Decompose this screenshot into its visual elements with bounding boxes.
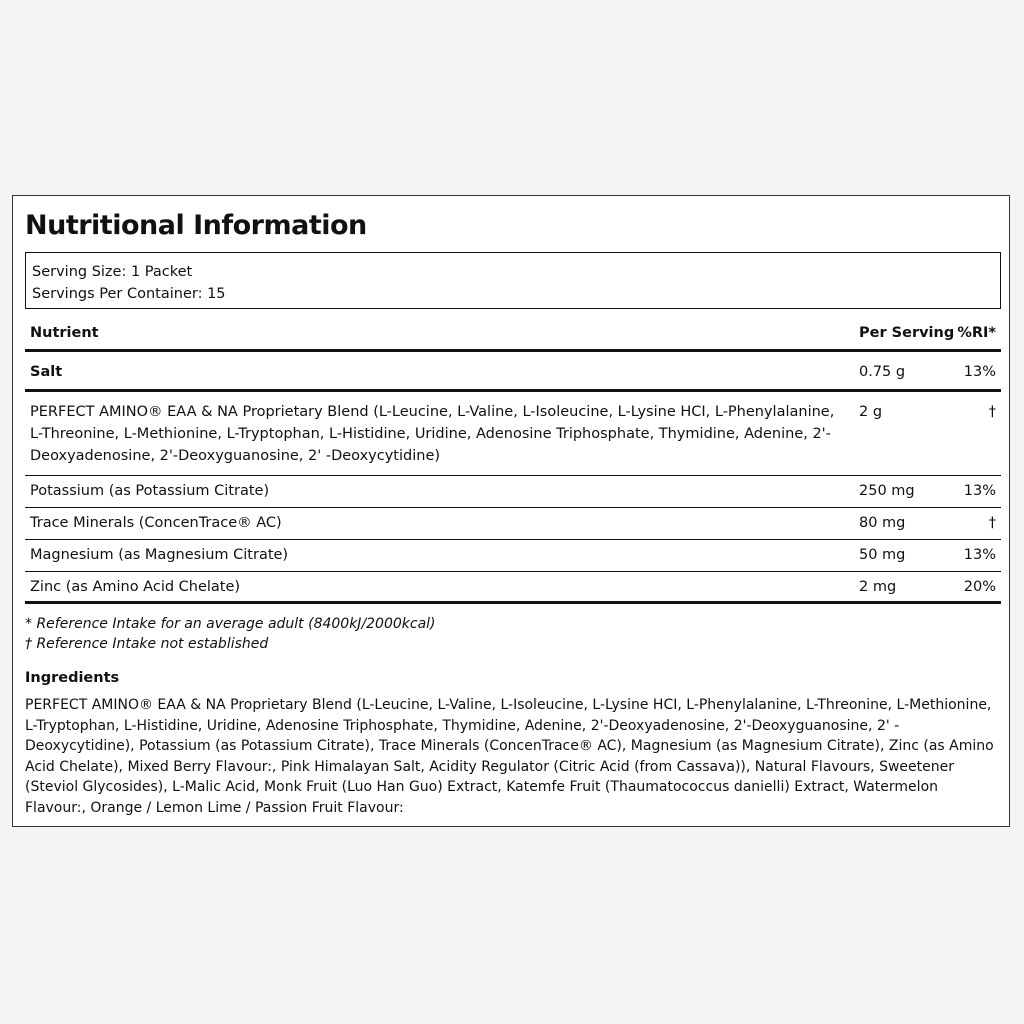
nutrient-name: Salt <box>30 364 63 380</box>
serving-info-box <box>25 252 1001 309</box>
ingredients-heading: Ingredients <box>25 670 120 686</box>
nutrient-amount: 2 g <box>859 404 883 420</box>
nutrient-ri: † <box>988 404 996 420</box>
table-row <box>25 540 1001 572</box>
table-row <box>25 476 1001 508</box>
ingredients-text: PERFECT AMINO® EAA & NA Proprietary Blend (L-Leucine, L-Valine, L-Isoleucine, L-Lysine HCI, L-Phenylalanine, L-Threonine, L-Methionine, L-Tryptophan, L-Histidine, Uridine, Adenosine Triphosphate, Thymidine, Adenine, 2'-Deoxyadenosine, 2'-Deoxyguanosine, 2' -Deoxycytidine), Potassium (as Potassium Citrate), Trace Minerals (ConcenTrace® AC), Magnesium (as Magnesium Citrate), Zinc (as Amino Acid Chelate), Mixed Berry Flavour:, Pink Himalayan Salt, Acidity Regulator (Citric Acid (from Cassava)), Natural Flavours, Sweetener (Steviol Glycosides), L-Malic Acid, Monk Fruit (Luo Han Guo) Extract, Katemfe Fruit (Thaumatococcus danielli) Extract, Watermelon Flavour:, Orange / Lemon Lime / Passion Fruit Flavour: <box>25 697 994 816</box>
nutrient-name: Trace Minerals (ConcenTrace® AC) <box>30 515 282 531</box>
footnotes <box>25 614 436 654</box>
nutrient-amount: 250 mg <box>859 483 915 499</box>
nutrient-ri: 13% <box>963 483 996 499</box>
page-title: Nutritional Information <box>25 210 367 241</box>
nutrient-ri: 20% <box>963 579 996 595</box>
nutrient-name: Potassium (as Potassium Citrate) <box>30 483 270 499</box>
nutrient-amount: 50 mg <box>859 547 906 563</box>
header-ri: %RI* <box>957 325 996 341</box>
nutrient-name: PERFECT AMINO® EAA & NA Proprietary Blend (L-Leucine, L-Valine, L-Isoleucine, L-Lysine HCI, L-Phenylalanine, L-Threonine, L-Methionine, L-Tryptophan, L-Histidine, Uridine, Adenosine Triphosphate, Thymidine, Adenine, 2'-Deoxyadenosine, 2'-Deoxyguanosine, 2' -Deoxycytidine) <box>30 404 835 464</box>
table-row <box>25 508 1001 540</box>
footnote-ri: * Reference Intake for an average adult (8400kJ/2000kcal) <box>25 616 436 632</box>
table-row <box>25 572 1001 604</box>
nutrient-name: Magnesium (as Magnesium Citrate) <box>30 547 289 563</box>
table-header-row <box>25 320 1001 352</box>
nutrient-name: Zinc (as Amino Acid Chelate) <box>30 579 241 595</box>
nutrition-table <box>25 320 1001 604</box>
nutrient-ri: 13% <box>963 364 996 380</box>
nutrient-ri: † <box>988 515 996 531</box>
header-nutrient: Nutrient <box>30 325 99 341</box>
serving-size: Serving Size: 1 Packet <box>32 264 193 280</box>
nutrition-panel <box>12 195 1010 827</box>
header-per-serving: Per Serving <box>859 325 955 341</box>
nutrient-ri: 13% <box>963 547 996 563</box>
nutrient-amount: 2 mg <box>859 579 897 595</box>
nutrient-amount: 0.75 g <box>859 364 906 380</box>
table-row <box>25 352 1001 392</box>
nutrient-amount: 80 mg <box>859 515 906 531</box>
table-row <box>25 392 1001 476</box>
footnote-not-established: † Reference Intake not established <box>25 636 269 652</box>
servings-per-container: Servings Per Container: 15 <box>32 286 226 302</box>
